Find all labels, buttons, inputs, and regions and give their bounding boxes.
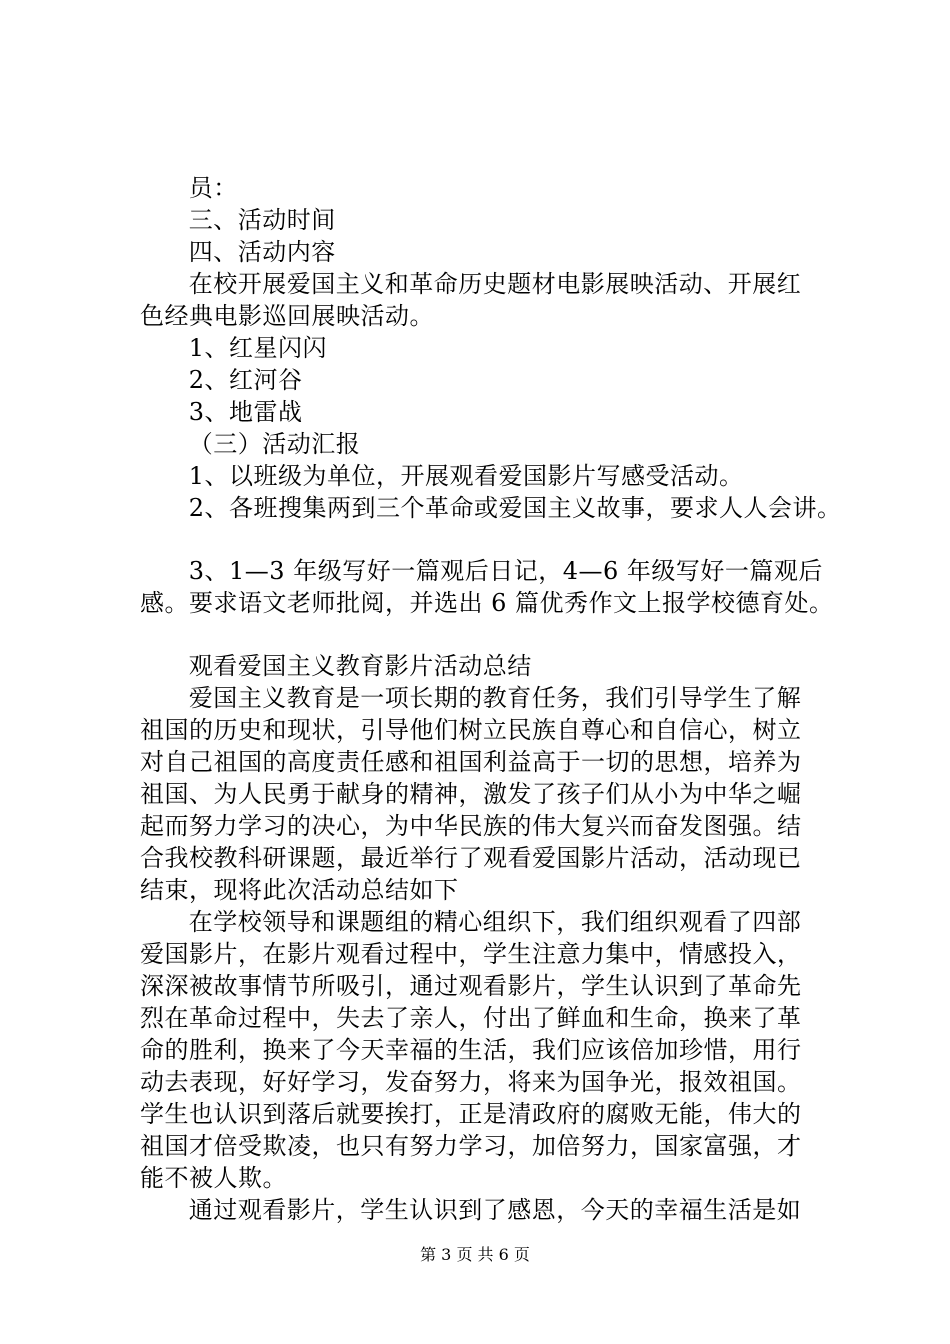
text-line: 3、1—3 年级写好一篇观后日记，4—6 年级写好一篇观后 xyxy=(140,557,823,585)
text-line: 感。要求语文老师批阅，并选出 6 篇优秀作文上报学校德育处。 xyxy=(140,589,834,617)
text-line: 对自己祖国的高度责任感和祖国利益高于一切的思想，培养为 xyxy=(140,748,802,776)
text-line: 祖国才倍受欺凌，也只有努力学习，加倍努力，国家富强，才 xyxy=(140,1132,802,1160)
paragraph-gap xyxy=(140,524,840,555)
section-title: 观看爱国主义教育影片活动总结 xyxy=(140,652,532,680)
text-line: 1、红星闪闪 xyxy=(140,334,328,362)
text-line: 3、地雷战 xyxy=(140,398,303,426)
text-line: 结束，现将此次活动总结如下 xyxy=(140,876,459,904)
text-line: 在学校领导和课题组的精心组织下，我们组织观看了四部 xyxy=(140,908,802,936)
text-line: 1、以班级为单位，开展观看爱国影片写感受活动。 xyxy=(140,462,744,490)
text-line: 在校开展爱国主义和革命历史题材电影展映活动、开展红 xyxy=(140,270,802,298)
text-line: 能不被人欺。 xyxy=(140,1164,287,1192)
text-line: 烈在革命过程中，失去了亲人，付出了鲜血和生命，换来了革 xyxy=(140,1004,802,1032)
text-line: 三、活动时间 xyxy=(140,206,336,234)
text-line: 学生也认识到落后就要挨打，正是清政府的腐败无能，伟大的 xyxy=(140,1100,802,1128)
text-line: 员： xyxy=(140,174,238,202)
text-line: 起而努力学习的决心，为中华民族的伟大复兴而奋发图强。结 xyxy=(140,812,802,840)
text-line: 命的胜利，换来了今天幸福的生活，我们应该倍加珍惜，用行 xyxy=(140,1036,802,1064)
text-line: 爱国主义教育是一项长期的教育任务，我们引导学生了解 xyxy=(140,684,802,712)
text-line: 爱国影片，在影片观看过程中，学生注意力集中，情感投入， xyxy=(140,940,802,968)
text-line: 祖国的历史和现状，引导他们树立民族自尊心和自信心，树立 xyxy=(140,716,802,744)
text-line: 2、红河谷 xyxy=(140,366,303,394)
paragraph-gap xyxy=(140,619,840,650)
text-line: 动去表现，好好学习，发奋努力，将来为国争光，报效祖国。 xyxy=(140,1068,802,1096)
text-line: 2、各班搜集两到三个革命或爱国主义故事，要求人人会讲。 xyxy=(140,494,842,522)
text-line: 深深被故事情节所吸引，通过观看影片，学生认识到了革命先 xyxy=(140,972,802,1000)
page-number-footer: 第 3 页 共 6 页 xyxy=(420,1245,530,1264)
text-line: 祖国、为人民勇于献身的精神，激发了孩子们从小为中华之崛 xyxy=(140,780,802,808)
text-line: 色经典电影巡回展映活动。 xyxy=(140,302,434,330)
document-body xyxy=(140,172,840,1226)
text-line: （三）活动汇报 xyxy=(140,430,361,458)
text-line: 通过观看影片，学生认识到了感恩，今天的幸福生活是如 xyxy=(140,1196,802,1224)
text-line: 合我校教科研课题，最近举行了观看爱国影片活动，活动现已 xyxy=(140,844,802,872)
text-line: 四、活动内容 xyxy=(140,238,336,266)
